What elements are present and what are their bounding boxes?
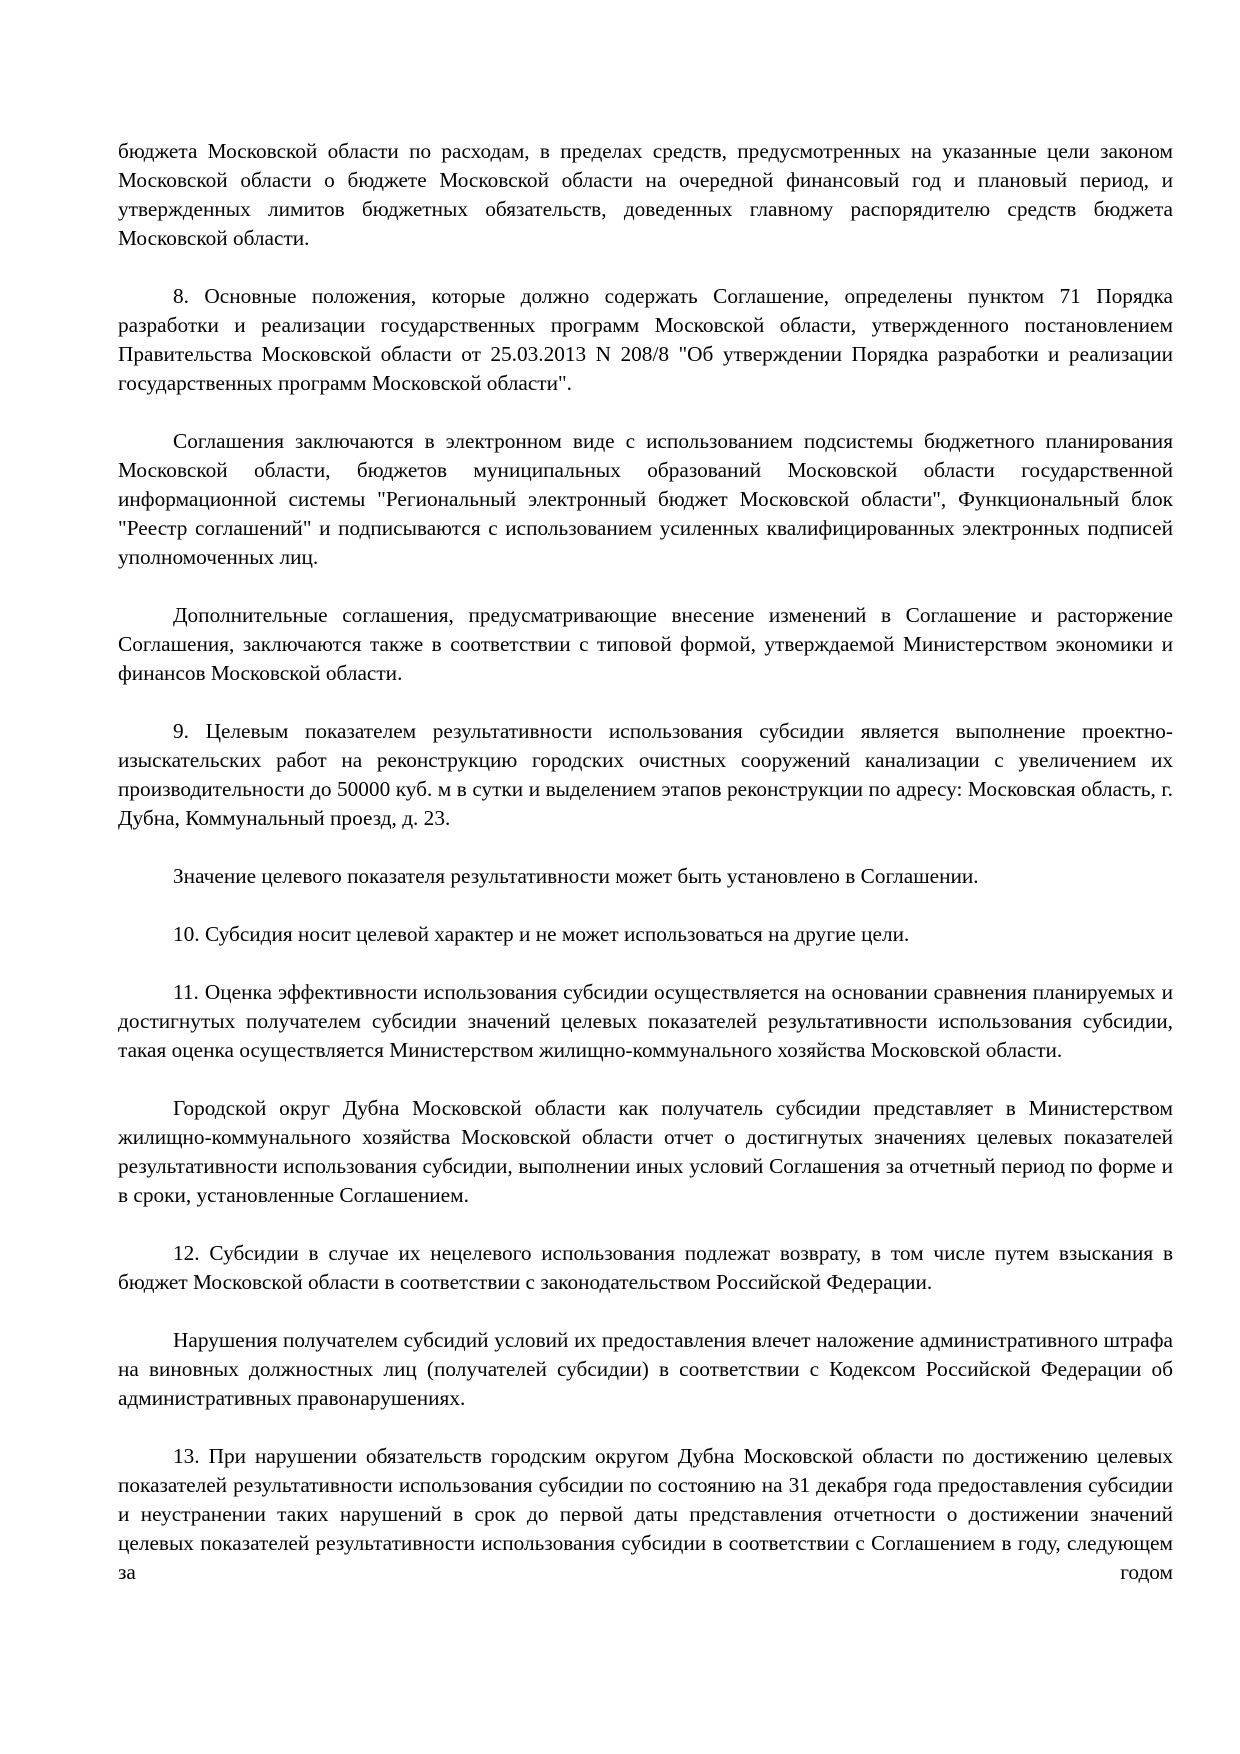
paragraph-11: 11. Оценка эффективности использования субсидии осуществляется на основании сравнения планируемых и достигнутых получателем субсидии значений целевых показателей результативности использования субсидии, такая оценка осуществляется Министерством жилищно-коммунального хозяйства Московской области. (118, 980, 1173, 1062)
paragraph-8: 8. Основные положения, которые должно содержать Соглашение, определены пунктом 71 Порядка разработки и реализации государственных программ Московской области, утвержденного постановлением Правительства Московской области от 25.03.2013 N 208/8 "Об утверждении Порядка разработки и реализации государственных программ Московской области". (118, 284, 1173, 395)
paragraph-10: 10. Субсидия носит целевой характер и не может использоваться на другие цели. (173, 922, 910, 946)
paragraph-report: Городской округ Дубна Московской области как получатель субсидии представляет в Министерством жилищно-коммунального хозяйства Московской области отчет о достигнутых значениях целевых показателей результативности использования субсидии, выполнении иных условий Соглашения за отчетный период по форме и в сроки, установленные Соглашением. (118, 1096, 1173, 1207)
paragraph-agreements-electronic: Соглашения заключаются в электронном виде с использованием подсистемы бюджетного планирования Московской области, бюджетов муниципальных образований Московской области государственной информационной системы "Региональный электронный бюджет Московской области", Функциональный блок "Реестр соглашений" и подписываются с использованием усиленных квалифицированных электронных подписей уполномоченных лиц. (118, 429, 1173, 569)
paragraph-continuation: бюджета Московской области по расходам, в пределах средств, предусмотренных на указанные цели законом Московской области о бюджете Московской области на очередной финансовый год и плановый период, и утвержденных лимитов бюджетных обязательств, доведенных главному распорядителю средств бюджета Московской области. (118, 139, 1173, 250)
document-page (118, 137, 1173, 1616)
paragraph-12: 12. Субсидии в случае их нецелевого использования подлежат возврату, в том числе путем взыскания в бюджет Московской области в соответствии с законодательством Российской Федерации. (118, 1241, 1173, 1294)
paragraph-additional-agreements: Дополнительные соглашения, предусматривающие внесение изменений в Соглашение и расторжение Соглашения, заключаются также в соответствии с типовой формой, утверждаемой Министерством экономики и финансов Московской области. (118, 603, 1173, 685)
paragraph-13: 13. При нарушении обязательств городским округом Дубна Московской области по достижению целевых показателей результативности использования субсидии по состоянию на 31 декабря года предоставления субсидии и неустранении таких нарушений в срок до первой даты представления отчетности о достижении значений целевых показателей результативности использования субсидии в соответствии с Соглашением в году, следующем за годом (118, 1444, 1173, 1584)
paragraph-9: 9. Целевым показателем результативности использования субсидии является выполнение проектно-изыскательских работ на реконструкцию городских очистных сооружений канализации с увеличением их производительности до 50000 куб. м в сутки и выделением этапов реконструкции по адресу: Московская область, г. Дубна, Коммунальный проезд, д. 23. (118, 719, 1173, 830)
paragraph-target-value: Значение целевого показателя результативности может быть установлено в Соглашении. (173, 864, 979, 888)
paragraph-violations: Нарушения получателем субсидий условий их предоставления влечет наложение административного штрафа на виновных должностных лиц (получателей субсидии) в соответствии с Кодексом Российской Федерации об административных правонарушениях. (118, 1328, 1173, 1410)
